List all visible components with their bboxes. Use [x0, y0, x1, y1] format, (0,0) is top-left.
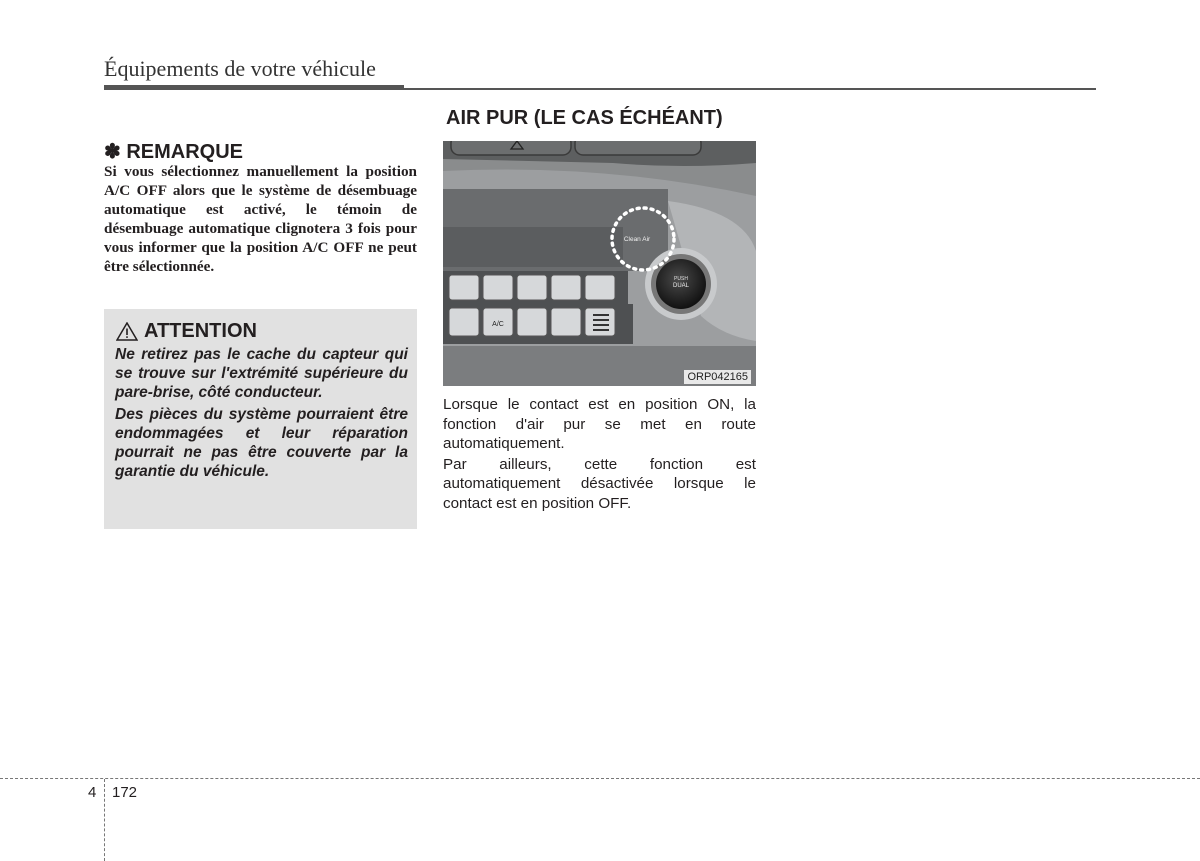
warning-paragraph: Des pièces du système pourraient être endommagées et leur réparation pourrait ne pas être couverte par la garantie du véhicule. — [115, 406, 408, 480]
warning-title: ATTENTION — [144, 320, 257, 342]
warning-triangle-icon — [116, 322, 138, 341]
warning-paragraph: Ne retirez pas le cache du capteur qui se trouve sur l'extrémité supérieure du pare-brise, côté conducteur. — [115, 346, 408, 401]
header-rule-thick — [104, 85, 404, 90]
remark-text: Si vous sélectionnez manuellement la position A/C OFF alors que le système de désembuage automatique est activé, le témoin de désembuage automatique clignotera 3 fois pour vous informer que la position A/C OFF ne peut être sélectionnée. — [104, 163, 417, 275]
section-body — [443, 395, 756, 514]
warning-box — [104, 309, 417, 529]
svg-text:A/C: A/C — [492, 321, 504, 328]
warning-body — [115, 345, 408, 484]
warning-header — [116, 320, 257, 343]
footer-chapter-number: 4 — [88, 784, 97, 801]
section-paragraph: Par ailleurs, cette fonction est automatiquement désactivée lorsque le contact est en position OFF. — [443, 455, 756, 512]
svg-text:PUSH: PUSH — [674, 276, 688, 282]
section-title: AIR PUR (LE CAS ÉCHÉANT) — [446, 107, 723, 129]
footer-rule — [0, 778, 1200, 779]
footer-page-number: 172 — [112, 784, 138, 801]
header-rule-thin — [404, 88, 1096, 90]
svg-text:DUAL: DUAL — [672, 283, 690, 289]
svg-text:Clean Air: Clean Air — [623, 236, 651, 243]
section-paragraph: Lorsque le contact est en position ON, la fonction d'air pur se met en route automatiquement. — [443, 396, 756, 452]
climate-control-photo — [443, 141, 756, 386]
page-header-title: Équipements de votre véhicule — [104, 56, 376, 81]
image-caption: ORP042165 — [684, 370, 751, 384]
footer-divider — [104, 779, 105, 861]
remark-title: ✽ REMARQUE — [104, 141, 243, 163]
